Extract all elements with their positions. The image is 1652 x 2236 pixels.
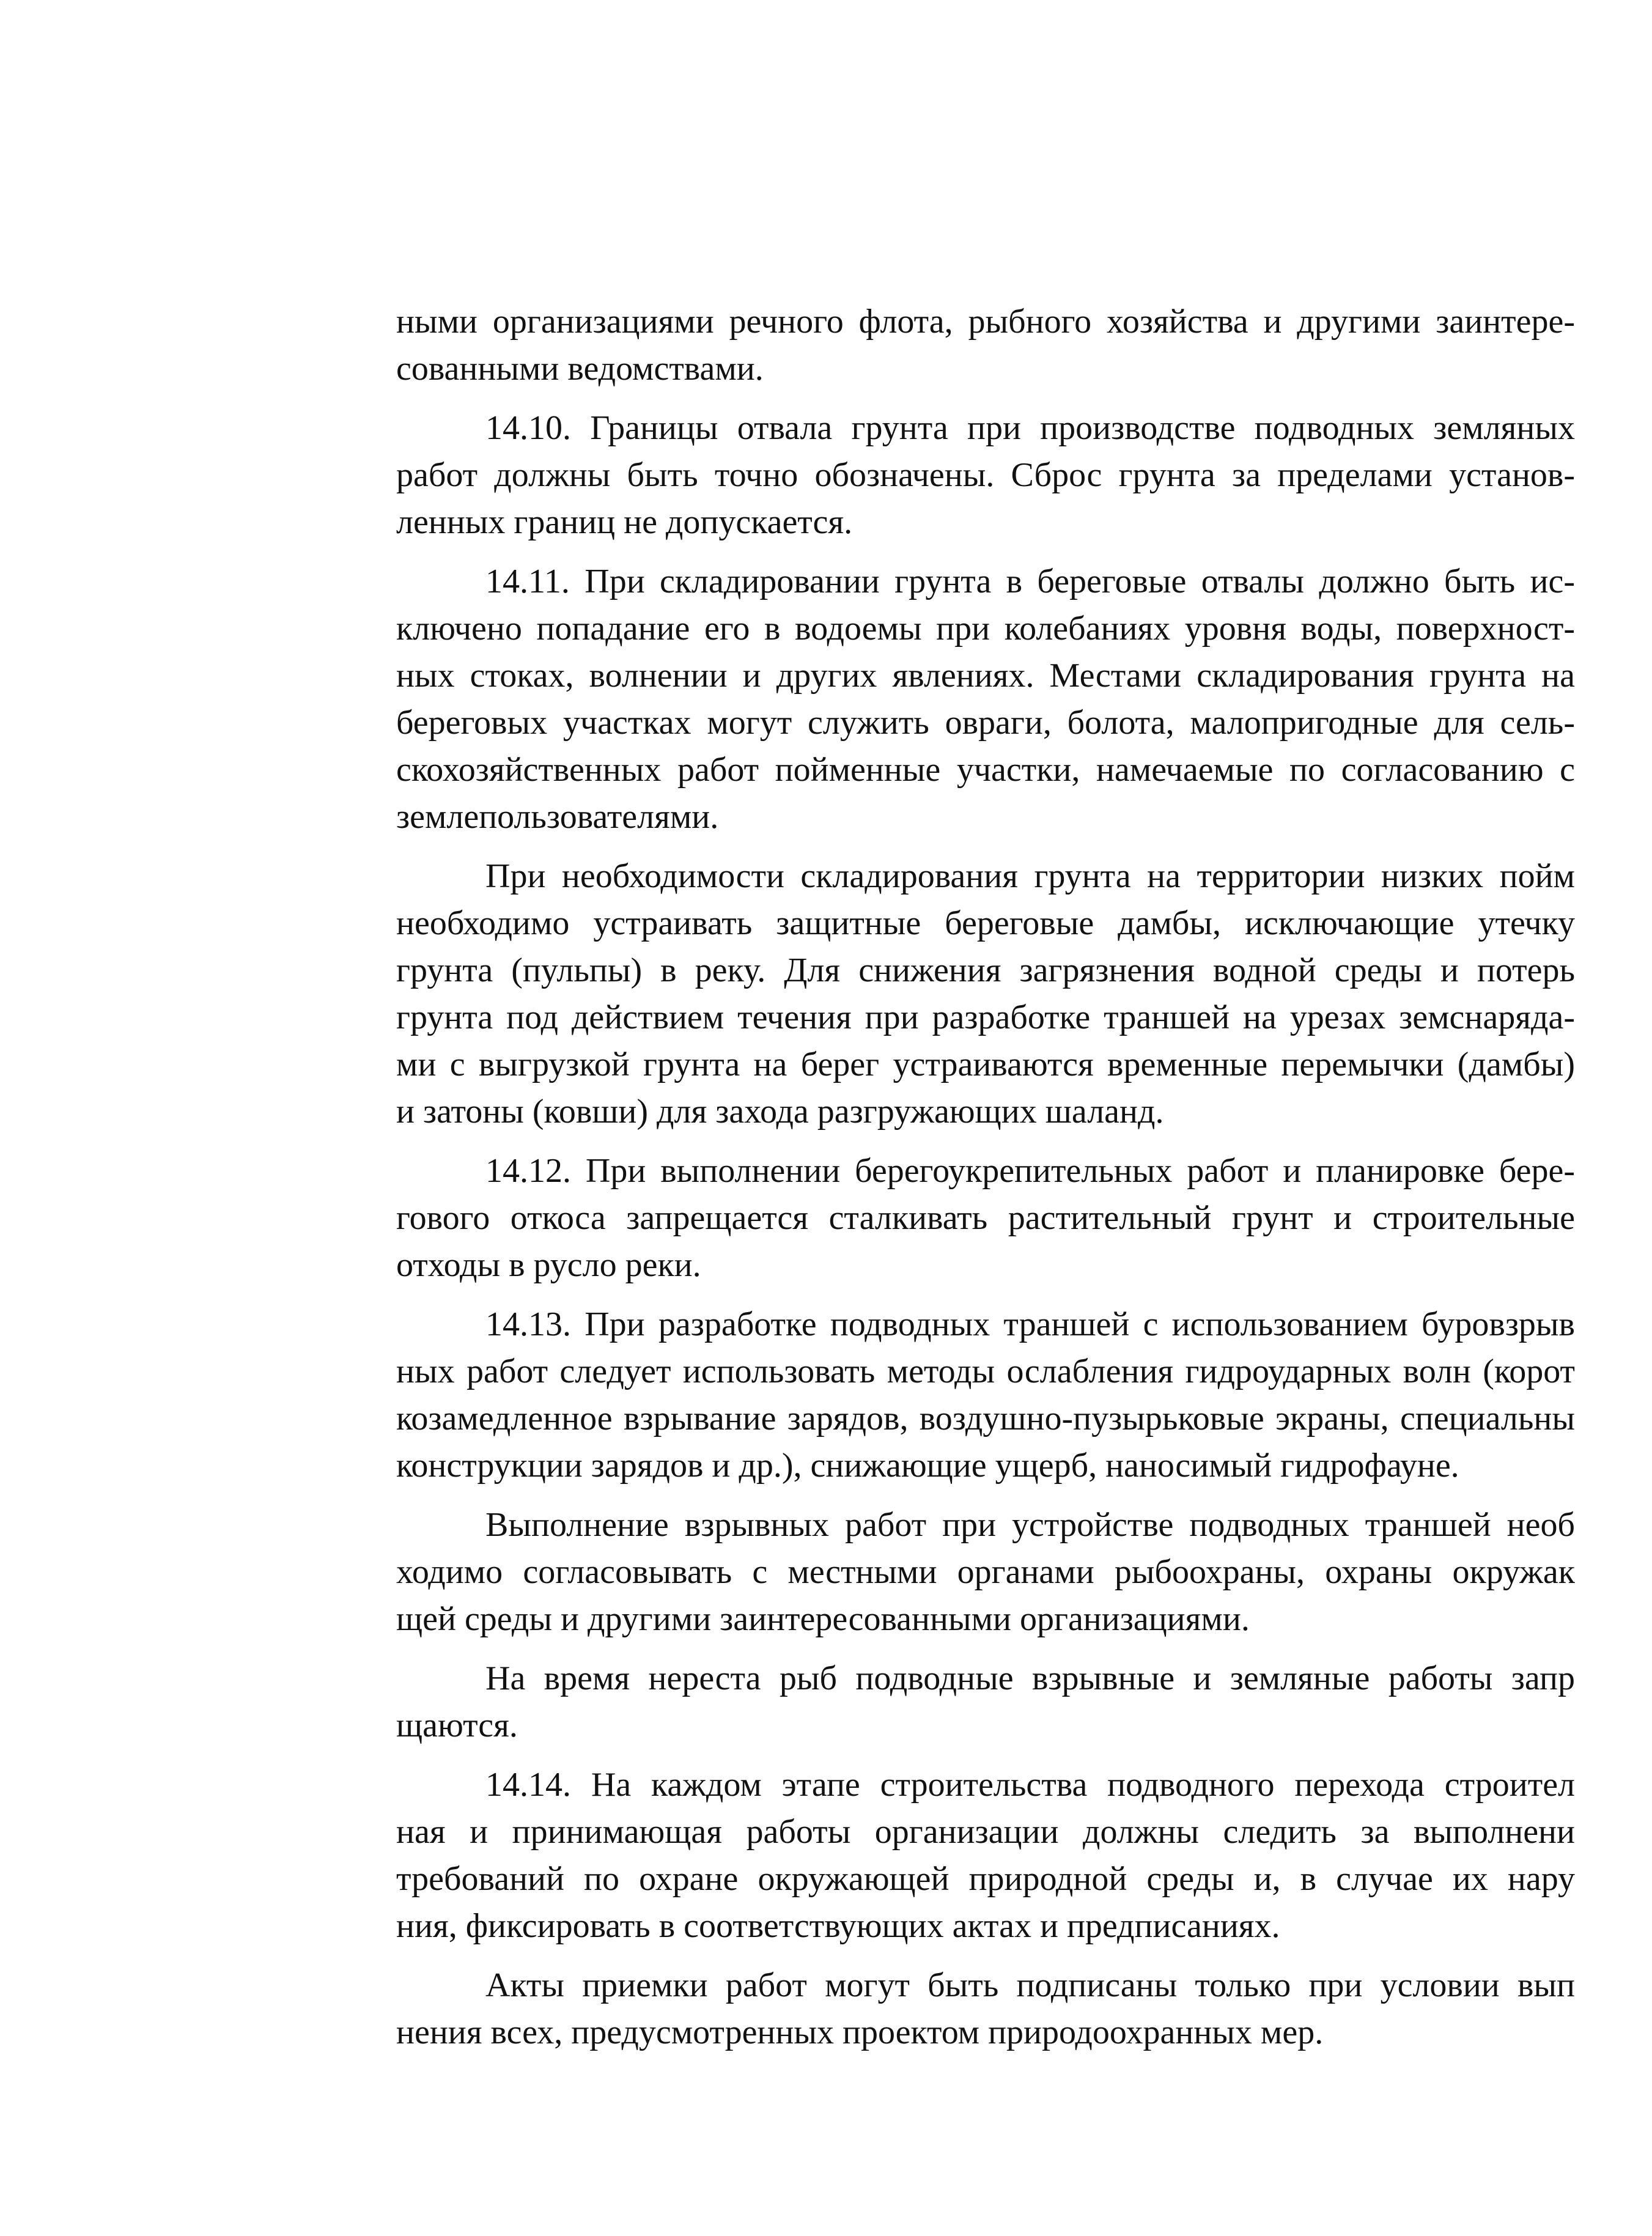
text-line: 14.13. При разработке подводных траншей с использованием буровзрыв [485,1305,1575,1343]
text-line: ных работ следует использовать методы ослабления гидроударных волн (корот [396,1352,1575,1390]
paragraph-14-13 [396,1301,1575,1489]
text-line: отходы в русло реки. [396,1246,701,1284]
text-line: необходимо устраивать защитные береговые дамбы, исключающие утечку [396,904,1575,942]
text-line: ния, фиксировать в соответствующих актах и предписаниях. [396,1907,1280,1945]
text-line: требований по охране окружающей природной среды и, в случае их нару [396,1860,1575,1898]
text-line: При необходимости складирования грунта на территории низких пойм [485,857,1575,895]
text-line: конструкции зарядов и др.), снижающие ущерб, наносимый гидрофауне. [396,1447,1459,1485]
text-line: и затоны (ковши) для захода разгружающих шаланд. [396,1093,1164,1131]
text-line: Акты приемки работ могут быть подписаны только при условии вып [485,1966,1575,2004]
text-line: ленных границ не допускается. [396,503,853,541]
text-line: щаются. [396,1707,518,1744]
paragraph-14-14 [396,1762,1575,1950]
text-line: сованными ведомствами. [396,350,764,388]
document-page [396,298,1575,2133]
text-line: береговых участках могут служить овраги, болота, малопригодные для сель- [396,704,1575,742]
text-line: На время нереста рыб подводные взрывные и земляные работы запр [485,1659,1575,1697]
paragraph-14-12 [396,1148,1575,1289]
text-line: ная и принимающая работы организации должны следить за выполнени [396,1813,1575,1851]
text-line: козамедленное взрывание зарядов, воздушно-пузырьковые экраны, специальны [396,1400,1575,1437]
text-line: 14.14. На каждом этапе строительства подводного перехода строител [485,1766,1575,1804]
text-line: грунта под действием течения при разработке траншей на урезах земснаряда- [396,998,1575,1036]
paragraph-14-11 [396,558,1575,841]
text-line: ключено попадание его в водоемы при колебаниях уровня воды, поверхност- [396,610,1575,648]
text-line: Выполнение взрывных работ при устройстве подводных траншей необ [485,1506,1575,1544]
text-line: щей среды и другими заинтересованными организациями. [396,1600,1250,1638]
text-line: 14.10. Границы отвала грунта при производстве подводных земляных [485,409,1575,447]
text-line: ходимо согласовывать с местными органами рыбоохраны, охраны окружак [396,1553,1575,1591]
paragraph-spawning [396,1655,1575,1749]
text-line: ными организациями речного флота, рыбного хозяйства и другими заинтере- [396,303,1575,341]
paragraph-14-10 [396,405,1575,546]
paragraph-intro [396,298,1575,393]
paragraph-blasting [396,1502,1575,1643]
paragraph-acceptance [396,1962,1575,2056]
document-text [396,298,1575,2056]
paragraph-grunt-storage [396,853,1575,1135]
text-line: нения всех, предусмотренных проектом природоохранных мер. [396,2013,1324,2051]
text-line: гового откоса запрещается сталкивать растительный грунт и строительные [396,1199,1575,1237]
text-line: ных стоках, волнении и других явлениях. Местами складирования грунта на [396,657,1575,695]
text-line: 14.11. При складировании грунта в береговые отвалы должно быть ис- [485,563,1575,600]
text-line: ми с выгрузкой грунта на берег устраиваются временные перемычки (дамбы) [396,1046,1575,1083]
text-line: скохозяйственных работ пойменные участки, намечаемые по согласованию с [396,751,1575,789]
text-line: работ должны быть точно обозначены. Сброс грунта за пределами установ- [396,456,1575,494]
text-line: 14.12. При выполнении берегоукрепительных работ и планировке бере- [485,1152,1575,1190]
text-line: грунта (пульпы) в реку. Для снижения загрязнения водной среды и потерь [396,951,1575,989]
text-line: землепользователями. [396,798,719,836]
